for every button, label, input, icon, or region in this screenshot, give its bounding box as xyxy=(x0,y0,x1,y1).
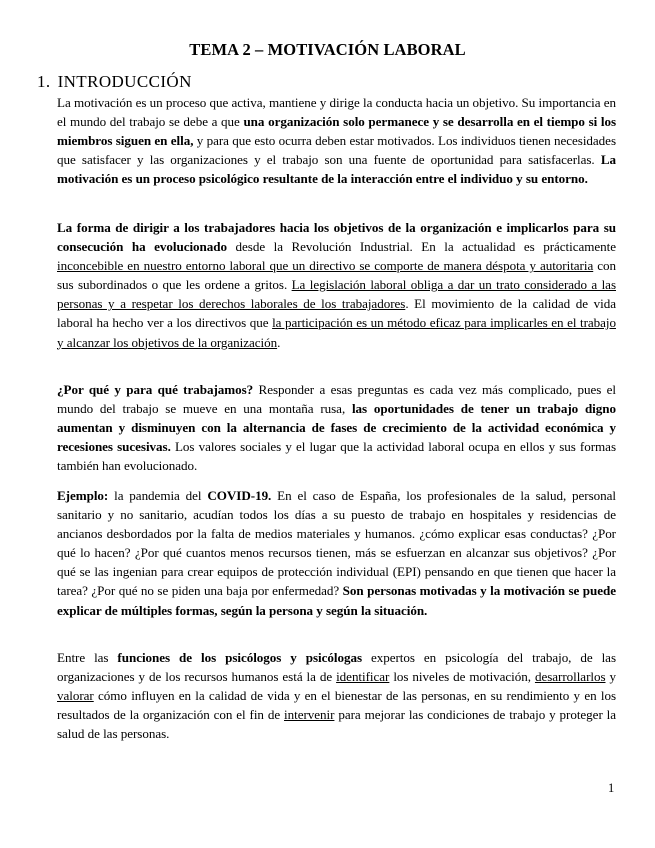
bold-text: La forma de dirigir a los trabajadores hacia los objetivos de la organización e implicarlos para su consecución ha evolucionado xyxy=(57,220,616,255)
underlined-text: intervenir xyxy=(284,707,335,723)
text-run: los niveles de motivación, xyxy=(389,669,535,685)
bold-text: Ejemplo: xyxy=(57,488,109,503)
text-run: cómo influyen en la calidad de vida y en el bienestar de las personas, en su rendimiento y en los resultados de la organización con el fin de xyxy=(57,688,616,723)
section-heading xyxy=(37,72,192,92)
bold-text: ¿Por qué y para qué trabajamos? xyxy=(57,382,254,397)
underlined-text: desarrollarlos xyxy=(534,669,606,685)
section-number: 1. xyxy=(37,72,51,91)
text-run: La motivación es un proceso que activa, mantiene y dirige la conducta hacia un objetivo. Su importancia en el mundo del trabajo se debe a que xyxy=(57,95,616,130)
bold-text: funciones de los psicólogos y psicólogas xyxy=(117,650,362,665)
text-run: con sus subordinados o que les ordene a gritos. xyxy=(57,258,616,293)
bold-text: una organización solo permanece y se desarrolla en el tiempo si los miembros siguen en ella, xyxy=(57,114,616,149)
text-run: desde la Revolución Industrial. En la actualidad es prácticamente xyxy=(227,239,616,255)
text-run: expertos en psicología del trabajo, de las organizaciones y de los recursos humanos está la de xyxy=(57,650,616,685)
underlined-text: La legislación laboral obliga a dar un trato considerado a las personas y a respetar los derechos laborales de los trabajadores xyxy=(57,277,616,312)
text-run: Responder a esas preguntas es cada vez más complicado, pues el mundo del trabajo se mueve en una montaña rusa, xyxy=(57,382,616,417)
underlined-text: la participación es un método eficaz para implicarles en el trabajo y alcanzar los objetivos de la organización xyxy=(57,315,616,350)
paragraph-motivation-definition xyxy=(57,93,616,188)
text-run: Los valores sociales y el lugar que la actividad laboral ocupa en ellos y sus formas también han evolucionado. xyxy=(57,439,616,474)
bold-text: La motivación es un proceso psicológico resultante de la interacción entre el individuo y su entorno. xyxy=(57,152,616,187)
paragraph-why-we-work xyxy=(57,380,616,475)
paragraph-example-covid xyxy=(57,486,616,620)
page-number: 1 xyxy=(608,781,615,795)
text-run: la pandemia del xyxy=(108,488,208,503)
text-run: y para que esto ocurra deben estar motivados. Los individuos tienen necesidades que satisfacer y las organizaciones y el trabajo son una fuente de oportunidad para satisfacerlas. xyxy=(57,133,616,168)
paragraph-psychologist-functions xyxy=(57,648,616,743)
underlined-text: inconcebible en nuestro entorno laboral que un directivo se comporte de manera déspota y autoritaria xyxy=(57,258,594,274)
underlined-text: identificar xyxy=(336,669,390,685)
paragraph-direction-evolution xyxy=(57,218,616,352)
section-title: INTRODUCCIÓN xyxy=(57,72,192,91)
text-run: . xyxy=(277,334,281,350)
text-run: y xyxy=(605,669,616,685)
text-run: En el caso de España, los profesionales de la salud, personal sanitario y no sanitario, acudían todos los días a su puesto de trabajo en hospitales y residencias de ancianos desbordados por la falta de medios materiales y humanos. ¿cómo explicar esas conductas? ¿Por qué lo hacen? ¿Por qué cuantos menos recursos tienen, más se esfuerzan en alcanzar sus objetivos? ¿Por qué se las ingenian para crear equipos de protección individual (EPI) pensando en que tienen que hacer la tarea? ¿Por qué no se piden una baja por enfermedad? xyxy=(57,488,616,599)
bold-text: COVID-19. xyxy=(207,488,272,503)
page-title: TEMA 2 – MOTIVACIÓN LABORAL xyxy=(189,40,466,59)
bold-text: Son personas motivadas y la motivación se puede explicar de múltiples formas, según la persona y según la situación. xyxy=(57,583,616,618)
text-run: . El movimiento de la calidad de vida laboral ha hecho ver a los directivos que xyxy=(57,296,616,331)
underlined-text: valorar xyxy=(57,688,94,704)
text-run: Entre las xyxy=(57,650,118,665)
bold-text: las oportunidades de tener un trabajo digno aumentan y disminuyen con la alternancia de fases de crecimiento de la actividad económica y recesiones sucesivas. xyxy=(57,401,616,455)
text-run: para mejorar las condiciones de trabajo y proteger la salud de las personas. xyxy=(57,707,617,742)
